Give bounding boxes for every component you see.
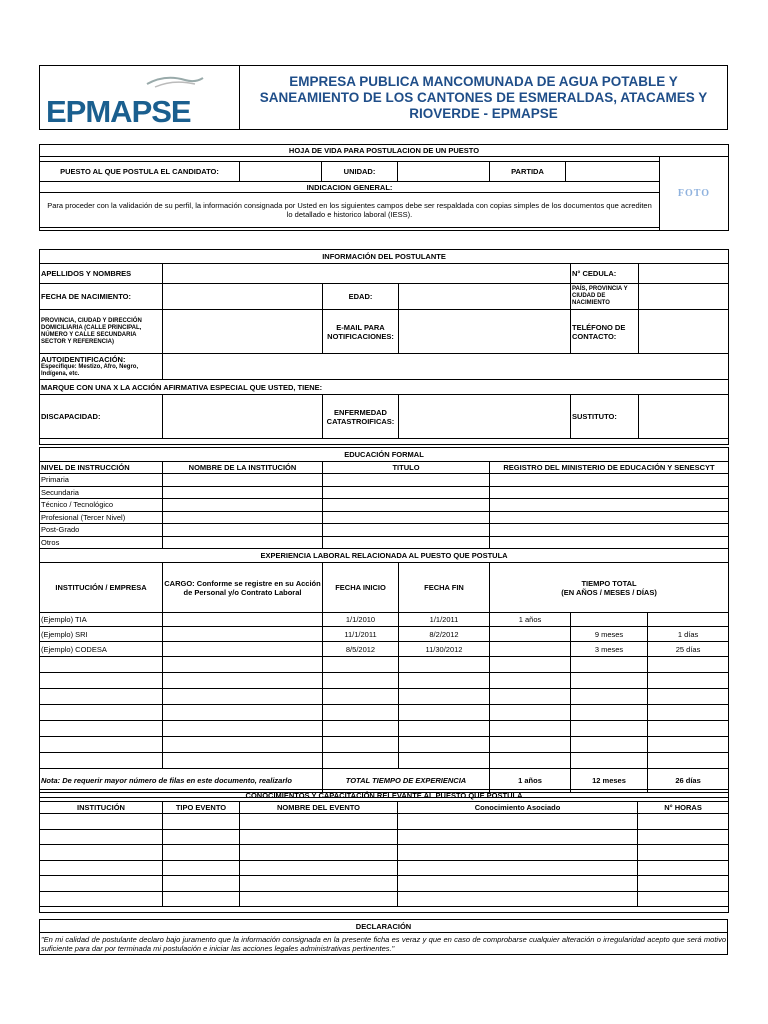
exp-cell[interactable] [399,705,490,721]
unidad-field[interactable] [398,162,490,182]
train-header: NOMBRE DEL EVENTO [240,802,398,814]
indicacion-text: Para proceder con la validación de su perfil, la información consignada por Usted en los siguientes campos debe ser respaldada con copias simples de los documentos que acrediten lo detallado e historico laboral (IESS). [40,193,660,228]
exp-header-fin: FECHA FIN [399,563,490,613]
edu-header: TITULO [323,462,490,474]
exp-cell[interactable] [323,737,399,753]
exp-cell[interactable] [163,627,323,642]
edu-cell[interactable] [490,486,729,499]
domicilio-label: PROVINCIA, CIUDAD Y DIRECCIÓN DOMICILIARIA (CALLE PRINCIPAL, NÚMERO Y CALLE SECUNDARIA SECTOR Y REFERENCIA) [40,310,163,354]
exp-anios [490,642,571,657]
exp-cell[interactable] [648,753,729,769]
cargo-label: CARGO: [164,578,195,588]
train-cell[interactable] [398,860,638,876]
exp-cell[interactable] [648,721,729,737]
marque-label: MARQUE CON UNA X LA ACCIÓN AFIRMATIVA ESPECIAL QUE USTED, TIENE: [40,380,729,395]
edu-cell[interactable] [163,511,323,524]
info-title: INFORMACIÓN DEL POSTULANTE [40,250,729,264]
exp-nota: Nota: De requerir mayor número de filas en este documento, realizarlo [40,769,323,793]
exp-cell[interactable] [399,753,490,769]
train-cell[interactable] [638,860,729,876]
train-cell[interactable] [163,860,240,876]
discapacidad-label: DISCAPACIDAD: [40,395,163,439]
fecha-nac-field[interactable] [163,284,323,310]
exp-cell[interactable] [490,673,571,689]
experience-title: EXPERIENCIA LABORAL RELACIONADA AL PUESTO QUE POSTULA [40,549,729,563]
train-cell[interactable] [40,845,163,861]
train-cell[interactable] [163,814,240,830]
train-cell[interactable] [40,860,163,876]
exp-cell[interactable] [163,657,323,673]
exp-header-institucion: INSTITUCIÓN / EMPRESA [40,563,163,613]
total-dias: 26 días [648,769,729,793]
exp-cell[interactable] [490,705,571,721]
train-cell[interactable] [638,876,729,892]
education-table [39,447,729,549]
table-row [40,511,729,524]
exp-cell[interactable] [399,657,490,673]
table-row [40,737,729,753]
total-label: TOTAL TIEMPO DE EXPERIENCIA [323,769,490,793]
exp-cell[interactable] [490,657,571,673]
table-row [40,524,729,537]
train-cell[interactable] [163,829,240,845]
train-cell[interactable] [40,876,163,892]
train-cell[interactable] [398,845,638,861]
exp-header-tiempo [490,563,729,613]
apellidos-label: APELLIDOS Y NOMBRES [40,264,163,284]
exp-cell[interactable] [571,753,648,769]
fecha-nac-label: FECHA DE NACIMIENTO: [40,284,163,310]
logo [40,66,240,129]
telefono-field[interactable] [639,310,729,354]
autoid-field[interactable] [163,354,729,380]
exp-cell[interactable] [40,673,163,689]
enfermedad-label: ENFERMEDAD CATASTROIFICAS: [323,395,399,439]
exp-cell[interactable] [323,721,399,737]
exp-dias: 25 días [648,642,729,657]
exp-cell[interactable] [648,673,729,689]
edu-cell[interactable] [323,511,490,524]
exp-cell[interactable] [399,689,490,705]
table-row [40,536,729,549]
exp-cell[interactable] [163,613,323,627]
exp-cell[interactable] [163,673,323,689]
exp-cell[interactable] [490,753,571,769]
edu-cell[interactable] [163,486,323,499]
edu-cell[interactable] [323,499,490,512]
training-title: CONOCIMIENTOS Y CAPACITACIÓN RELEVANTE AL PUESTO QUE POSTULA [40,790,729,802]
exp-anios [490,627,571,642]
cargo-sub: Conforme se registre en su Acción de Personal y/o Contrato Laboral [183,578,321,597]
exp-cell[interactable] [323,689,399,705]
domicilio-field[interactable] [163,310,323,354]
table-row [40,642,729,657]
exp-cell[interactable] [40,705,163,721]
edu-cell[interactable] [490,499,729,512]
exp-cell[interactable] [648,737,729,753]
train-cell[interactable] [240,891,398,907]
edu-cell[interactable] [490,536,729,549]
edu-level: Otros [40,536,163,549]
table-row [40,845,729,861]
train-cell[interactable] [163,876,240,892]
education-title: EDUCACIÓN FORMAL [40,448,729,462]
train-cell[interactable] [163,891,240,907]
exp-cell[interactable] [323,657,399,673]
table-row [40,814,729,830]
exp-cell[interactable] [490,689,571,705]
table-row [40,876,729,892]
pais-field[interactable] [639,284,729,310]
train-cell[interactable] [40,814,163,830]
table-row [40,613,729,627]
exp-fin: 11/30/2012 [399,642,490,657]
general-table [39,144,729,231]
exp-cell[interactable] [40,689,163,705]
exp-cell[interactable] [323,705,399,721]
exp-cell[interactable] [571,705,648,721]
edu-level: Técnico / Tecnológico [40,499,163,512]
train-cell[interactable] [240,829,398,845]
train-cell[interactable] [40,829,163,845]
email-field[interactable] [399,310,571,354]
exp-cell[interactable] [399,721,490,737]
unidad-label: UNIDAD: [322,162,398,182]
table-row [40,705,729,721]
exp-meses: 3 meses [571,642,648,657]
edu-cell[interactable] [490,474,729,487]
edu-cell[interactable] [163,499,323,512]
exp-dias: 1 días [648,627,729,642]
indicacion-label: INDICACION GENERAL: [40,182,660,193]
table-row [40,829,729,845]
form-title: HOJA DE VIDA PARA POSTULACION DE UN PUESTO [40,145,729,157]
edu-level: Secundaria [40,486,163,499]
train-cell[interactable] [240,814,398,830]
page-title: EMPRESA PUBLICA MANCOMUNADA DE AGUA POTABLE Y SANEAMIENTO DE LOS CANTONES DE ESMERALDAS, ATACAMES Y RIOVERDE - EPMAPSE [259,73,708,121]
sustituto-field[interactable] [639,395,729,439]
enfermedad-field[interactable] [399,395,571,439]
train-cell[interactable] [398,829,638,845]
table-row [40,753,729,769]
partida-label: PARTIDA [490,162,566,182]
exp-meses: 9 meses [571,627,648,642]
exp-cell[interactable] [163,737,323,753]
train-header: TIPO EVENTO [163,802,240,814]
edu-level: Profesional (Tercer Nivel) [40,511,163,524]
postulant-table [39,249,729,445]
train-cell[interactable] [638,891,729,907]
exp-cell[interactable] [40,737,163,753]
train-cell[interactable] [163,845,240,861]
autoid-label: AUTOIDENTIFICACIÓN: [41,355,126,364]
exp-inst: (Ejemplo) TIA [40,613,163,627]
edu-level: Post-Grado [40,524,163,537]
autoid-sub: Especifique: Mestizo, Afro, Negro, Indígena, etc. [41,364,139,377]
exp-cell[interactable] [399,737,490,753]
exp-cell[interactable] [648,705,729,721]
table-row [40,721,729,737]
exp-cell[interactable] [571,721,648,737]
train-cell[interactable] [398,876,638,892]
exp-cell[interactable] [163,705,323,721]
table-row [40,891,729,907]
declaration-table [39,919,728,955]
training-table [39,789,729,913]
train-cell[interactable] [398,891,638,907]
edu-cell[interactable] [163,474,323,487]
table-row [40,627,729,642]
exp-fin: 8/2/2012 [399,627,490,642]
train-header: INSTITUCIÓN [40,802,163,814]
exp-cell[interactable] [571,657,648,673]
table-row [40,499,729,512]
table-row [40,673,729,689]
edu-cell[interactable] [490,511,729,524]
pais-label: PAÍS, PROVINCIA Y CIUDAD DE NACIMIENTO [571,284,639,310]
edu-header: NOMBRE DE LA INSTITUCIÓN [163,462,323,474]
train-cell[interactable] [40,891,163,907]
exp-inicio: 11/1/2011 [323,627,399,642]
edu-cell[interactable] [323,536,490,549]
exp-cell[interactable] [163,689,323,705]
exp-inst: (Ejemplo) SRI [40,627,163,642]
table-row [40,486,729,499]
puesto-label: PUESTO AL QUE POSTULA EL CANDIDATO: [40,162,240,182]
exp-cell[interactable] [490,721,571,737]
exp-cell[interactable] [648,689,729,705]
edu-cell[interactable] [323,474,490,487]
declaration-title: DECLARACIÓN [40,920,728,933]
exp-dias [648,613,729,627]
edu-cell[interactable] [163,536,323,549]
exp-cell[interactable] [571,689,648,705]
cedula-label: N° CEDULA: [571,264,639,284]
telefono-label: TELÉFONO DE CONTACTO: [571,310,639,354]
exp-cell[interactable] [163,642,323,657]
exp-cell[interactable] [399,673,490,689]
exp-cell[interactable] [163,721,323,737]
exp-inst: (Ejemplo) CODESA [40,642,163,657]
edu-cell[interactable] [323,486,490,499]
exp-anios: 1 años [490,613,571,627]
partida-field[interactable] [566,162,660,182]
photo-placeholder[interactable]: FOTO [677,188,711,199]
cedula-field[interactable] [639,264,729,284]
tiempo-sub: (EN AÑOS / MESES / DÍAS) [561,587,657,597]
exp-cell[interactable] [571,673,648,689]
table-row [40,860,729,876]
edu-level: Primaria [40,474,163,487]
autoid-cell [40,354,163,380]
train-header: Conocimiento Asociado [398,802,638,814]
puesto-field[interactable] [240,162,322,182]
total-meses: 12 meses [571,769,648,793]
tiempo-label: TIEMPO TOTAL [581,578,637,588]
declaration-text: "En mi calidad de postulante declaro bajo juramento que la información consignada en la presente ficha es veraz y que en caso de comprobarse cualquier alteración o irregularidad acepto que será motivo suficiente para dar por terminada mi postulación e iniciar las acciones legales administrativas pertinentes." [41,934,726,953]
train-cell[interactable] [638,829,729,845]
table-row [40,689,729,705]
edu-header: REGISTRO DEL MINISTERIO DE EDUCACIÓN Y SENESCYT [490,462,729,474]
experience-table [39,548,729,798]
email-label: E-MAIL PARA NOTIFICACIONES: [323,310,399,354]
discapacidad-field[interactable] [163,395,323,439]
exp-header-inicio: FECHA INICIO [323,563,399,613]
exp-cell[interactable] [648,657,729,673]
apellidos-field[interactable] [163,264,571,284]
sustituto-label: SUSTITUTO: [571,395,639,439]
exp-fin: 1/1/2011 [399,613,490,627]
train-cell[interactable] [638,845,729,861]
exp-inicio: 1/1/2010 [323,613,399,627]
train-cell[interactable] [240,845,398,861]
train-cell[interactable] [240,876,398,892]
edu-cell[interactable] [323,524,490,537]
exp-cell[interactable] [490,737,571,753]
train-header: N° HORAS [638,802,729,814]
exp-meses [571,613,648,627]
exp-inicio: 8/5/2012 [323,642,399,657]
exp-cell[interactable] [40,753,163,769]
logo-text: EPMAPSE [46,94,191,129]
table-row [40,474,729,487]
exp-cell[interactable] [323,673,399,689]
train-cell[interactable] [240,860,398,876]
edu-cell[interactable] [490,524,729,537]
exp-cell[interactable] [40,657,163,673]
edad-label: EDAD: [323,284,399,310]
exp-cell[interactable] [571,737,648,753]
logo-swoosh-icon [145,70,205,92]
table-row [40,657,729,673]
edad-field[interactable] [399,284,571,310]
train-cell[interactable] [638,814,729,830]
edu-header: NIVEL DE INSTRUCCIÓN [40,462,163,474]
total-anios: 1 años [490,769,571,793]
train-cell[interactable] [398,814,638,830]
exp-cell[interactable] [40,721,163,737]
exp-cell[interactable] [163,753,323,769]
exp-header-cargo [163,563,323,613]
exp-cell[interactable] [323,753,399,769]
document-header [39,65,728,130]
edu-cell[interactable] [163,524,323,537]
